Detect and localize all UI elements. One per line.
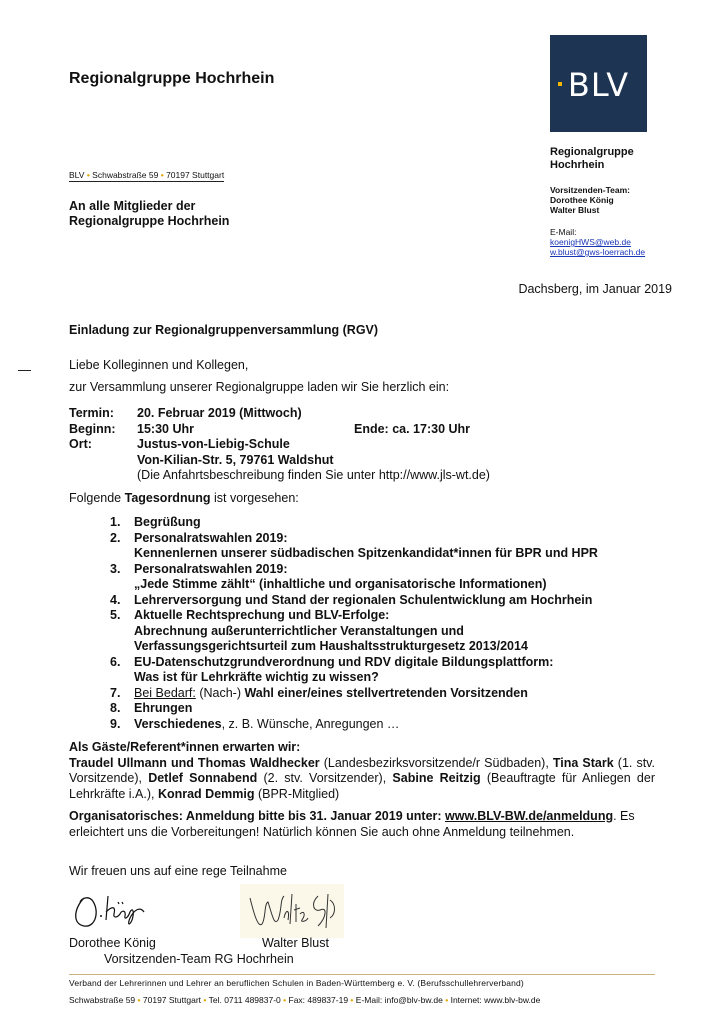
agenda-number: 7.: [110, 685, 121, 700]
sender-address: [69, 170, 224, 182]
agenda-number: 3.: [110, 561, 121, 576]
sender-org: BLV: [69, 170, 85, 180]
registration-deadline: Organisatorisches: Anmeldung bitte bis 31. Januar 2019 unter:: [69, 809, 446, 823]
guest-role: (Beauftragte für Anliegen der Lehrkräfte i.A.),: [69, 771, 655, 801]
email-link-blust[interactable]: w.blust@gws-loerrach.de: [550, 247, 646, 257]
team-member: Walter Blust: [550, 205, 600, 215]
guest-role: (BPR-Mitglied): [254, 786, 340, 801]
guest-name: Traudel Ullmann und Thomas Waldhecker: [69, 755, 320, 770]
separator-dot: •: [283, 995, 287, 1005]
sidebar-group: Regionalgruppe: [550, 146, 634, 158]
guest-name: Konrad Demmig: [157, 786, 255, 801]
agenda-number: 6.: [110, 654, 121, 669]
agenda-subtitle: Was ist für Lehrkräfte wichtig zu wissen?: [134, 670, 379, 684]
separator-dot: •: [86, 170, 90, 180]
separator-dot: •: [137, 995, 141, 1005]
footer-city: 70197 Stuttgart: [142, 995, 202, 1005]
guest-name: Detlef Sonnabend: [148, 771, 258, 785]
footer-phone: Tel. 0711 489837-0: [208, 995, 281, 1005]
signature-blust: [240, 884, 344, 938]
agenda-note: , z. B. Wünsche, Anregungen …: [221, 716, 400, 731]
separator-dot: •: [203, 995, 207, 1005]
ende-value: Ende: ca. 17:30 Uhr: [354, 421, 471, 436]
signature-koenig: [70, 888, 160, 932]
separator-dot: •: [445, 995, 449, 1005]
email-link-koenig[interactable]: koenigHWS@web.de: [550, 237, 631, 247]
sender-city: 70197 Stuttgart: [166, 170, 225, 180]
email-label: E-Mail:: [550, 227, 577, 237]
agenda-note: (Nach-): [195, 685, 245, 700]
recipient-block: [69, 199, 229, 229]
agenda-condition: Bei Bedarf:: [134, 685, 196, 700]
letter-subject: Einladung zur Regionalgruppenversammlung (RGV): [69, 323, 379, 337]
team-member: Dorothee König: [550, 195, 614, 205]
footer-street: Schwabstraße 59: [69, 995, 136, 1005]
guests-paragraph: [69, 740, 655, 802]
agenda-number: 1.: [110, 515, 121, 529]
agenda-item: [110, 717, 670, 733]
ort-label: Ort:: [69, 437, 92, 451]
footer-contact: [69, 995, 655, 1005]
agenda-title: Begrüßung: [134, 515, 201, 529]
registration-link[interactable]: www.BLV-BW.de/anmeldung: [445, 809, 614, 823]
signer-name-blust: Walter Blust: [262, 936, 329, 950]
separator-dot: •: [160, 170, 164, 180]
agenda-number: 9.: [110, 716, 121, 731]
agenda-title: Ehrungen: [134, 701, 193, 715]
ort-line: Von-Kilian-Str. 5, 79761 Waldshut: [137, 452, 334, 467]
footer-association: Verband der Lehrerinnen und Lehrer an beruflichen Schulen in Baden-Württemberg e. V. (Berufsschullehrerverband): [69, 978, 524, 988]
closing-line: Wir freuen uns auf eine rege Teilnahme: [69, 864, 287, 878]
beginn-value: 15:30 Uhr: [137, 421, 194, 436]
agenda-number: 4.: [110, 592, 121, 607]
blv-logo: [550, 35, 647, 132]
agenda-item: [110, 686, 670, 702]
group-heading: Regionalgruppe Hochrhein: [69, 70, 275, 87]
agenda-title: EU-Datenschutzgrundverordnung und RDV digitale Bildungsplattform:: [134, 654, 554, 669]
recipient-line: An alle Mitglieder der: [69, 199, 196, 213]
ort-line: Justus-von-Liebig-Schule: [137, 437, 290, 451]
agenda-intro: [69, 491, 299, 507]
termin-label: Termin:: [69, 406, 114, 420]
recipient-line: Regionalgruppe Hochrhein: [69, 214, 230, 228]
agenda-title: Aktuelle Rechtsprechung und BLV-Erfolge:: [134, 608, 390, 622]
agenda-intro-text: Folgende: [69, 491, 125, 505]
greeting: Liebe Kolleginnen und Kollegen,: [69, 358, 249, 372]
guest-role: (Landesbezirksvorsitzende/r Südbaden),: [319, 755, 553, 770]
beginn-label: Beginn:: [69, 421, 116, 436]
footer-email: E-Mail: info@blv-bw.de: [355, 995, 443, 1005]
guest-role: (1. stv. Vorsitzende),: [69, 755, 655, 785]
termin-value: 20. Februar 2019 (Mittwoch): [137, 406, 302, 420]
agenda-item: [110, 562, 670, 593]
agenda-title: Wahl einer/eines stellvertretenden Vorsitzenden: [244, 685, 528, 700]
sender-street: Schwabstraße 59: [92, 170, 159, 180]
agenda-item: [110, 608, 670, 655]
agenda-subtitle: „Jede Stimme zählt“ (inhaltliche und organisatorische Informationen): [134, 577, 547, 591]
intro-text: zur Versammlung unserer Regionalgruppe laden wir Sie herzlich ein:: [69, 380, 450, 394]
agenda-subtitle: Abrechnung außerunterrichtlicher Veranstaltungen und: [134, 623, 464, 638]
footer-divider: [69, 974, 655, 975]
agenda-item: [110, 515, 670, 531]
directions-note: (Die Anfahrtsbeschreibung finden Sie unter http://www.jls-wt.de): [137, 468, 490, 482]
agenda-list: [110, 515, 670, 732]
guest-role: (2. stv. Vorsitzender),: [257, 771, 393, 785]
agenda-subtitle: Verfassungsgerichtsurteil zum Haushaltsstrukturgesetz 2013/2014: [134, 639, 528, 653]
agenda-intro-text: ist vorgesehen:: [210, 491, 299, 505]
agenda-title: Verschiedenes: [134, 716, 222, 731]
agenda-item: [110, 593, 670, 609]
team-label: Vorsitzenden-Team:: [550, 185, 630, 195]
agenda-title: Lehrerversorgung und Stand der regionalen Schulentwicklung am Hochrhein: [134, 592, 593, 607]
separator-dot: •: [350, 995, 354, 1005]
agenda-subtitle: Kennenlernen unserer südbadischen Spitzenkandidat*innen für BPR und HPR: [134, 546, 598, 560]
agenda-item: [110, 701, 670, 717]
organisation-paragraph: [69, 809, 655, 840]
sidebar-contact: [550, 146, 645, 257]
letter-date: Dachsberg, im Januar 2019: [518, 282, 672, 296]
guest-name: Tina Stark: [552, 755, 614, 770]
guests-heading: Als Gäste/Referent*innen erwarten wir:: [69, 740, 301, 754]
agenda-number: 8.: [110, 701, 121, 715]
logo-text: BLV: [567, 66, 630, 104]
footer-website: Internet: www.blv-bw.de: [450, 995, 541, 1005]
agenda-item: [110, 655, 670, 686]
sidebar-group: Hochrhein: [550, 159, 605, 171]
agenda-title: Personalratswahlen 2019:: [134, 561, 288, 576]
agenda-intro-keyword: Tagesordnung: [124, 491, 211, 505]
signer-team: Vorsitzenden-Team RG Hochrhein: [104, 952, 294, 966]
agenda-number: 2.: [110, 530, 121, 545]
fold-mark: [18, 370, 31, 371]
registration-note: . Es erleichtert uns die Vorbereitungen! Natürlich können Sie auch ohne Anmeldung teilnehmen.: [69, 809, 635, 839]
agenda-item: [110, 531, 670, 562]
guest-name: Sabine Reitzig: [392, 771, 481, 785]
agenda-title: Personalratswahlen 2019:: [134, 530, 288, 545]
agenda-number: 5.: [110, 608, 121, 622]
footer-fax: Fax: 489837-19: [288, 995, 349, 1005]
signer-name-koenig: Dorothee König: [69, 936, 156, 950]
